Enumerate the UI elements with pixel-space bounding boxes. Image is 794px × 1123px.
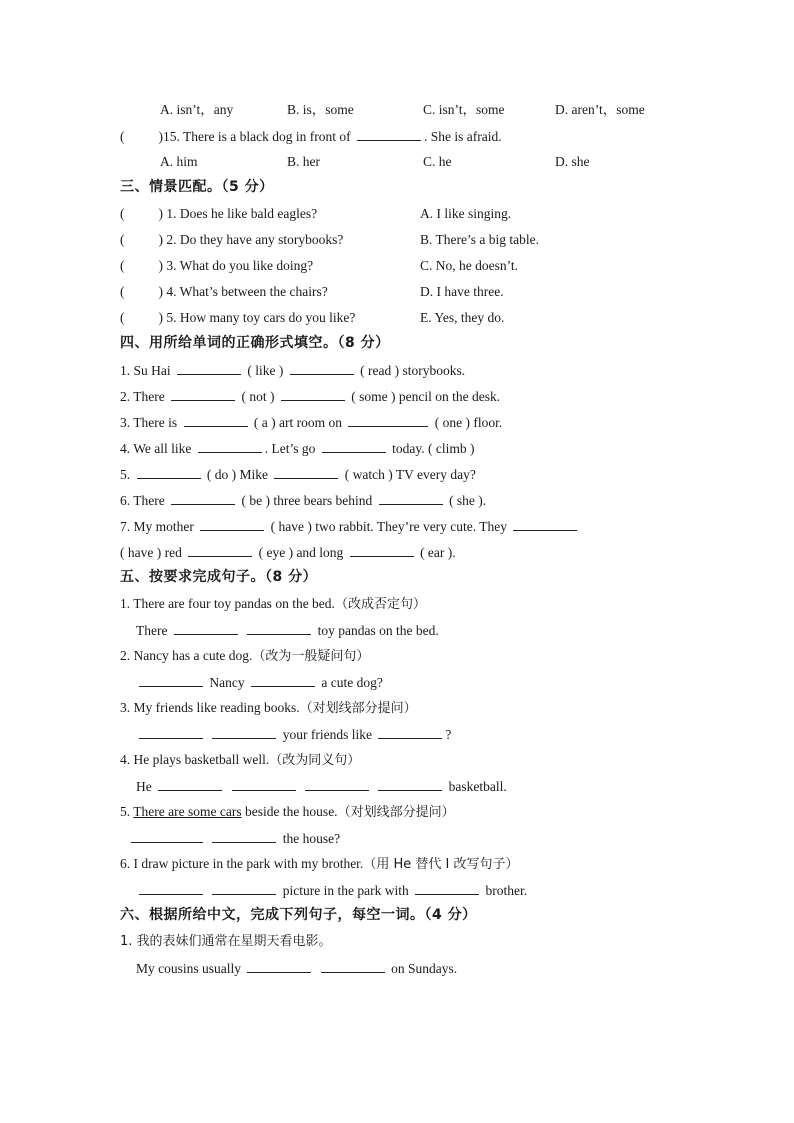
answer-blank[interactable] [184,413,248,427]
section5-heading: 五、按要求完成句子。（8 分） [120,569,318,585]
answer-blank[interactable] [247,959,311,973]
answer-blank[interactable] [290,361,354,375]
answer-blank[interactable] [212,881,276,895]
answer-blank[interactable] [357,127,421,141]
translation-answer-1: My cousins usually on Sundays. [136,961,458,976]
rewrite-answer-1: There toy pandas on the bed. [136,623,439,638]
fill-line-2: 2. There ( not ) ( some ) pencil on the desk. [120,389,501,404]
answer-blank[interactable] [322,439,386,453]
answer-blank[interactable] [139,881,203,895]
translation-chinese-1: 1. 我的表妹们通常在星期天看电影。 [120,934,332,949]
q15-option-a: A. him [160,154,198,169]
fill-line-1: 1. Su Hai ( like ) ( read ) storybooks. [120,363,466,378]
answer-blank[interactable] [174,621,238,635]
match-question: ( ) 4. What’s between the chairs? [120,284,328,299]
q15-line: ( )15. There is a black dog in front of . She is afraid. [120,129,502,144]
match-question: ( ) 2. Do they have any storybooks? [120,232,344,247]
match-question: ( ) 3. What do you like doing? [120,258,314,273]
match-answer: B. There’s a big table. [420,232,539,247]
answer-blank[interactable] [321,959,385,973]
rewrite-question-4: 4. He plays basketball well.（改为同义句） [120,752,361,768]
answer-blank[interactable] [139,673,203,687]
answer-blank[interactable] [158,777,222,791]
fill-line-4: 4. We all like . Let’s go today. ( climb ) [120,441,475,456]
match-answer: D. I have three. [420,284,504,299]
match-question: ( ) 5. How many toy cars do you like? [120,310,356,325]
answer-blank[interactable] [171,387,235,401]
fill-line-6: 6. There ( be ) three bears behind ( she ). [120,493,487,508]
q14-option-b: B. is，some [287,102,354,117]
rewrite-question-6: 6. I draw picture in the park with my brother.（用 He 替代 I 改写句子） [120,856,519,872]
q14-option-c: C. isn’t，some [423,102,505,117]
answer-blank[interactable] [274,465,338,479]
rewrite-answer-6: picture in the park with brother. [136,881,527,900]
answer-blank[interactable] [137,465,201,479]
fill-line-3: 3. There is ( a ) art room on ( one ) floor. [120,415,503,430]
rewrite-question-3: 3. My friends like reading books.（对划线部分提问） [120,700,417,716]
answer-blank[interactable] [188,543,252,557]
answer-blank[interactable] [131,829,203,843]
rewrite-question-1: 1. There are four toy pandas on the bed.（改成否定句） [120,596,426,612]
answer-blank[interactable] [281,387,345,401]
rewrite-answer-2: Nancy a cute dog? [136,673,383,692]
answer-blank[interactable] [251,673,315,687]
answer-blank[interactable] [305,777,369,791]
answer-blank[interactable] [350,543,414,557]
answer-blank[interactable] [212,725,276,739]
fill-line-5: 5. ( do ) Mike ( watch ) TV every day? [120,467,476,482]
section3-heading: 三、情景匹配。（5 分） [120,179,274,195]
match-answer: A. I like singing. [420,206,512,221]
answer-blank[interactable] [177,361,241,375]
answer-blank[interactable] [513,517,577,531]
answer-blank[interactable] [415,881,479,895]
q15-option-c: C. he [423,154,452,169]
q14-option-d: D. aren’t，some [555,102,645,117]
match-answer: E. Yes, they do. [420,310,505,325]
answer-blank[interactable] [139,725,203,739]
fill-line-8: ( have ) red ( eye ) and long ( ear ). [120,545,456,560]
rewrite-answer-5: the house? [128,829,340,848]
q14-option-a: A. isn’t，any [160,102,234,117]
fill-line-7: 7. My mother ( have ) two rabbit. They’re very cute. They [120,517,580,536]
answer-blank[interactable] [212,829,276,843]
answer-blank[interactable] [198,439,262,453]
answer-blank[interactable] [247,621,311,635]
underlined-phrase: There are some cars [133,804,242,819]
section6-heading: 六、根据所给中文，完成下列句子，每空一词。（4 分） [120,907,477,923]
rewrite-question-5: 5. There are some cars beside the house.（对划线部分提问） [120,804,455,820]
answer-blank[interactable] [171,491,235,505]
q15-option-b: B. her [287,154,320,169]
answer-blank[interactable] [232,777,296,791]
rewrite-answer-4: He basketball. [136,779,507,794]
answer-blank[interactable] [379,491,443,505]
rewrite-answer-3: your friends like ? [136,725,451,744]
answer-blank[interactable] [378,777,442,791]
section4-heading: 四、用所给单词的正确形式填空。（8 分） [120,335,390,351]
q15-option-d: D. she [555,154,590,169]
match-question: ( ) 1. Does he like bald eagles? [120,206,318,221]
answer-blank[interactable] [378,725,442,739]
match-answer: C. No, he doesn’t. [420,258,518,273]
rewrite-question-2: 2. Nancy has a cute dog.（改为一般疑问句） [120,648,370,664]
answer-blank[interactable] [348,413,428,427]
answer-blank[interactable] [200,517,264,531]
